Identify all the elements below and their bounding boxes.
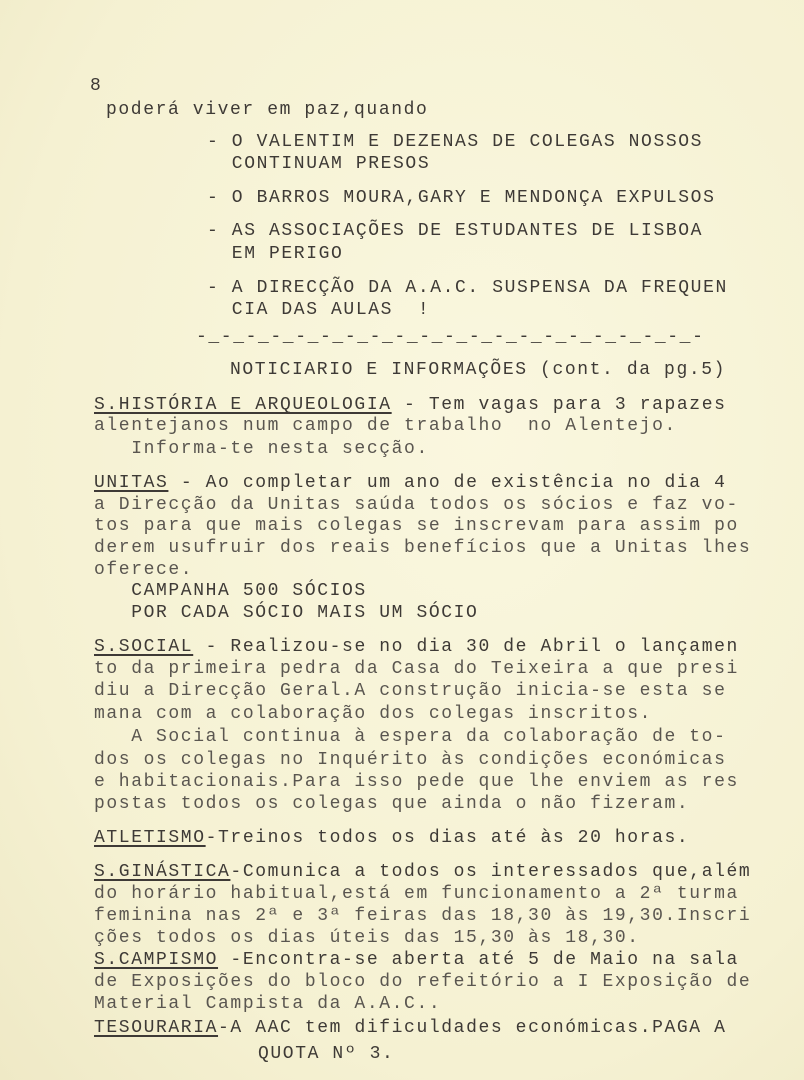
historia-heading: S.HISTÓRIA E ARQUEOLOGIA xyxy=(94,395,392,415)
social-heading: S.SOCIAL xyxy=(94,637,194,657)
text-line: QUOTA Nº 3. xyxy=(258,1044,395,1064)
unitas-heading: UNITAS xyxy=(94,473,169,493)
tesouraria-first-line xyxy=(94,1017,727,1039)
text-line: dos os colegas no Inquérito às condições económicas xyxy=(94,750,727,770)
page-number: 8 xyxy=(90,76,103,96)
text-line: to da primeira pedra da Casa do Teixeira a que presi xyxy=(94,659,739,679)
bullet-line: EM PERIGO xyxy=(207,244,344,264)
text-line: ções todos os dias úteis das 15,30 às 18,30. xyxy=(94,928,640,948)
text: -Encontra-se aberta até 5 de Maio na sala xyxy=(218,950,739,970)
text: - Realizou-se no dia 30 de Abril o lançamen xyxy=(193,637,739,657)
tesouraria-heading: TESOURARIA xyxy=(94,1018,219,1038)
text-line: do horário habitual,está em funcionamento a 2ª turma xyxy=(94,884,739,904)
text-line: a Direcção da Unitas saúda todos os sócios e faz vo- xyxy=(94,495,739,515)
text-line: A Social continua à espera da colaboração de to- xyxy=(94,727,727,747)
bullet-line: - O BARROS MOURA,GARY E MENDONÇA EXPULSOS xyxy=(207,188,716,208)
text-line: de Exposições do bloco do refeitório a I Exposição de xyxy=(94,972,752,992)
text-line: alentejanos num campo de trabalho no Alentejo. xyxy=(94,416,677,436)
bullet-line: - O VALENTIM E DEZENAS DE COLEGAS NOSSOS xyxy=(207,132,704,152)
atletismo-line xyxy=(94,827,689,849)
ginastica-heading: S.GINÁSTICA xyxy=(94,862,231,882)
unitas-first-line xyxy=(94,472,727,494)
text: - Tem vagas para 3 rapazes xyxy=(391,395,727,415)
bullet-line: - AS ASSOCIAÇÕES DE ESTUDANTES DE LISBOA xyxy=(207,221,704,241)
campismo-heading: S.CAMPISMO xyxy=(94,950,219,970)
text-line: e habitacionais.Para isso pede que lhe enviem as res xyxy=(94,772,739,792)
text-line: postas todos os colegas que ainda o não fizeram. xyxy=(94,794,690,814)
separator-line: -_-_-_-_-_-_-_-_-_-_-_-_-_-_-_-_-_-_-_-_- xyxy=(196,327,705,347)
text-line: derem usufruir dos reais benefícios que a Unitas lhes xyxy=(94,538,752,558)
social-first-line xyxy=(94,636,739,658)
text: -Treinos todos os dias até às 20 horas. xyxy=(205,828,690,848)
text: -A AAC tem dificuldades económicas.PAGA A xyxy=(218,1018,727,1038)
bullet-line: CONTINUAM PRESOS xyxy=(207,154,431,174)
text-line: Informa-te nesta secção. xyxy=(94,439,429,459)
text-line: tos para que mais colegas se inscrevam para assim po xyxy=(94,516,739,536)
text: - Ao completar um ano de existência no dia 4 xyxy=(168,473,727,493)
text-line: oferece. xyxy=(94,560,194,580)
text-line: Material Campista da A.A.C.. xyxy=(94,994,442,1014)
text-line: feminina nas 2ª e 3ª feiras das 18,30 às 19,30.Inscri xyxy=(94,906,752,926)
intro-line: poderá viver em paz,quando xyxy=(106,100,429,120)
historia-first-line xyxy=(94,394,727,416)
text-line: diu a Direcção Geral.A construção inicia-se esta se xyxy=(94,681,727,701)
section-title: NOTICIARIO E INFORMAÇÕES (cont. da pg.5) xyxy=(230,360,727,380)
text-line: POR CADA SÓCIO MAIS UM SÓCIO xyxy=(94,603,479,623)
text: -Comunica a todos os interessados que,além xyxy=(230,862,752,882)
atletismo-heading: ATLETISMO xyxy=(94,828,206,848)
bullet-line: CIA DAS AULAS ! xyxy=(207,300,431,320)
text-line: mana com a colaboração dos colegas inscritos. xyxy=(94,704,653,724)
bullet-line: - A DIRECÇÃO DA A.A.C. SUSPENSA DA FREQUEN xyxy=(207,278,728,298)
campismo-first-line xyxy=(94,949,739,971)
text-line: CAMPANHA 500 SÓCIOS xyxy=(94,581,367,601)
ginastica-first-line xyxy=(94,861,751,883)
